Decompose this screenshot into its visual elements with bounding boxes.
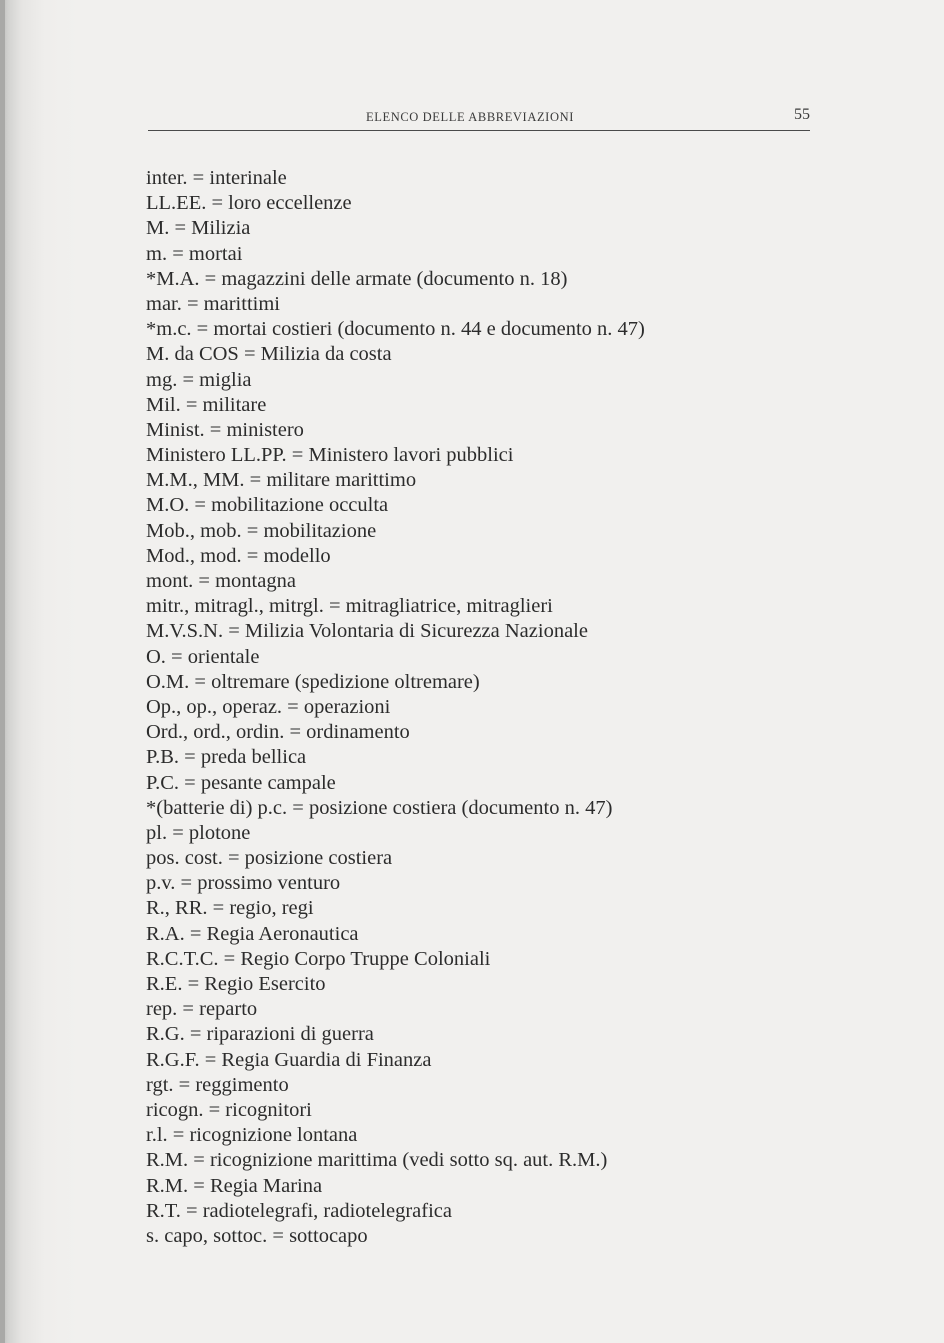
abbreviation-entry: mitr., mitragl., mitrgl. = mitragliatrice, mitraglieri bbox=[146, 595, 553, 618]
abbreviation-entry: Minist. = ministero bbox=[146, 418, 304, 441]
abbreviation-entry: m. = mortai bbox=[146, 242, 243, 265]
abbreviation-entry: R.E. = Regio Esercito bbox=[146, 973, 326, 995]
abbreviation-entry: Ord., ord., ordin. = ordinamento bbox=[146, 721, 410, 744]
abbreviation-entry: ricogn. = ricognitori bbox=[146, 1098, 312, 1121]
abbreviation-entry: M.M., MM. = militare marittimo bbox=[146, 469, 417, 492]
abbreviation-entry: M. da COS = Milizia da costa bbox=[146, 343, 392, 366]
abbreviation-list bbox=[146, 166, 846, 1249]
abbreviation-entry: *(batterie di) p.c. = posizione costiera (documento n. 47) bbox=[146, 796, 613, 819]
abbreviation-entry: R.M. = Regia Marina bbox=[146, 1174, 323, 1197]
abbreviation-entry: rgt. = reggimento bbox=[146, 1073, 289, 1096]
abbreviation-entry: mg. = miglia bbox=[146, 368, 252, 391]
abbreviation-entry: R.A. = Regia Aeronautica bbox=[146, 922, 359, 945]
abbreviation-entry: *m.c. = mortai costieri (documento n. 44 e documento n. 47) bbox=[146, 318, 645, 341]
abbreviation-entry: Mob., mob. = mobilitazione bbox=[146, 519, 377, 542]
abbreviation-entry: LL.EE. = loro eccellenze bbox=[146, 192, 352, 215]
running-title: ELENCO DELLE ABBREVIAZIONI bbox=[366, 110, 574, 124]
abbreviation-entry: Ministero LL.PP. = Ministero lavori pubblici bbox=[146, 444, 514, 467]
abbreviation-entry: P.B. = preda bellica bbox=[146, 746, 307, 769]
abbreviation-entry: R.G.F. = Regia Guardia di Finanza bbox=[146, 1048, 432, 1071]
abbreviation-entry: pl. = plotone bbox=[146, 821, 251, 844]
abbreviation-entry: p.v. = prossimo venturo bbox=[146, 872, 341, 895]
abbreviation-entry: Mod., mod. = modello bbox=[146, 544, 331, 567]
abbreviation-entry: rep. = reparto bbox=[146, 998, 258, 1021]
abbreviation-entry: R.T. = radiotelegrafi, radiotelegrafica bbox=[146, 1199, 452, 1222]
abbreviation-entry: mont. = montagna bbox=[146, 570, 296, 592]
abbreviation-entry: R.C.T.C. = Regio Corpo Truppe Coloniali bbox=[146, 947, 491, 970]
abbreviation-entry: R.M. = ricognizione marittima (vedi sotto sq. aut. R.M.) bbox=[146, 1149, 608, 1172]
abbreviation-entry: pos. cost. = posizione costiera bbox=[146, 847, 393, 870]
book-gutter-shadow bbox=[0, 0, 5, 1343]
abbreviation-entry: M.O. = mobilitazione occulta bbox=[146, 494, 389, 517]
abbreviation-entry: M.V.S.N. = Milizia Volontaria di Sicurezza Nazionale bbox=[146, 620, 588, 643]
header-rule bbox=[148, 130, 810, 131]
abbreviation-entry: O.M. = oltremare (spedizione oltremare) bbox=[146, 670, 480, 693]
abbreviation-entry: inter. = interinale bbox=[146, 167, 287, 189]
abbreviation-entry: M. = Milizia bbox=[146, 217, 251, 240]
abbreviation-entry: r.l. = ricognizione lontana bbox=[146, 1124, 358, 1147]
abbreviation-entry: P.C. = pesante campale bbox=[146, 771, 336, 794]
abbreviation-entry: *M.A. = magazzini delle armate (documento n. 18) bbox=[146, 267, 568, 290]
abbreviation-entry: R., RR. = regio, regi bbox=[146, 897, 314, 920]
abbreviation-entry: O. = orientale bbox=[146, 645, 260, 668]
abbreviation-entry: R.G. = riparazioni di guerra bbox=[146, 1023, 374, 1046]
page-number: 55 bbox=[794, 106, 810, 123]
abbreviation-entry: Mil. = militare bbox=[146, 393, 267, 416]
abbreviation-entry: s. capo, sottoc. = sottocapo bbox=[146, 1224, 368, 1247]
abbreviation-entry: mar. = marittimi bbox=[146, 292, 280, 315]
abbreviation-entry: Op., op., operaz. = operazioni bbox=[146, 695, 391, 718]
